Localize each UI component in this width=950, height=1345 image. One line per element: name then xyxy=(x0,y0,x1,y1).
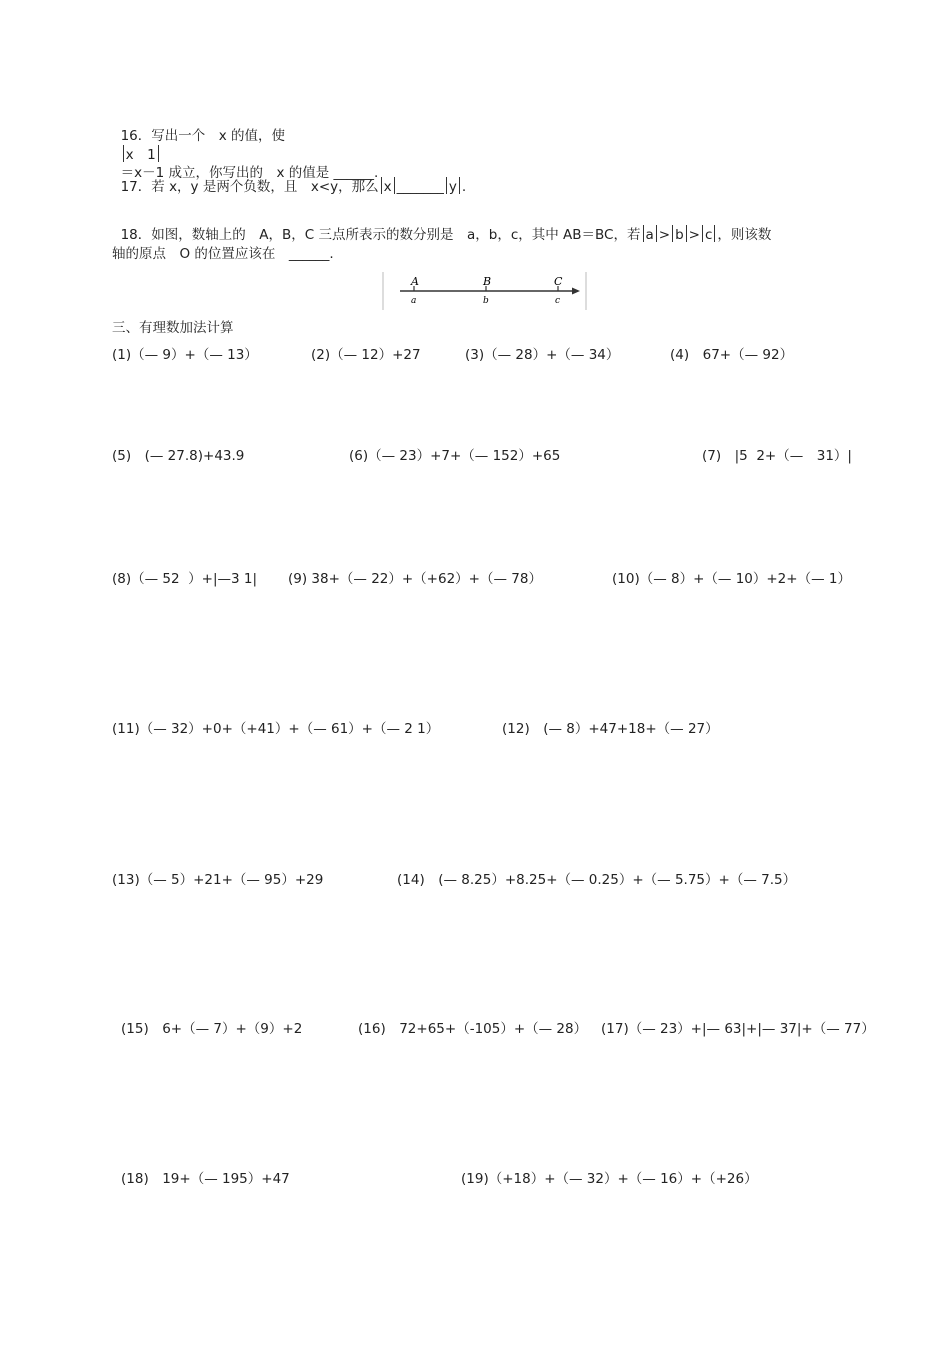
q18-b: b xyxy=(675,227,684,243)
problem-14: (14) (— 8.25）+8.25+（— 0.25）+（— 5.75）+（— 7.5） xyxy=(397,872,797,888)
q17-text-a: 17．若 x，y 是两个负数，且 x<y，那么 xyxy=(120,179,379,195)
q18-a: a xyxy=(645,227,654,243)
problem-5: (5) (— 27.8)+43.9 xyxy=(112,448,245,464)
problem-12: (12) (— 8）+47+18+（— 27） xyxy=(502,721,719,737)
q17-period: . xyxy=(461,179,467,195)
point-label-a: A xyxy=(411,275,419,288)
q16-abs-content: x 1 xyxy=(125,147,156,163)
q18-text-g: ，则该数 xyxy=(717,227,772,243)
problem-8: (8)（— 52 ）+|—3 1| xyxy=(112,571,258,587)
problem-1: (1)（— 9）+（— 13） xyxy=(112,347,258,363)
problem-4: (4) 67+（— 92） xyxy=(670,347,794,363)
q17-x: x xyxy=(383,179,392,195)
point-label-c: C xyxy=(554,275,563,288)
q16-text-a: 16．写出一个 x 的值，使 xyxy=(120,128,286,144)
q18-gt2: > xyxy=(688,227,700,243)
abs-bar xyxy=(672,225,673,242)
abs-bar xyxy=(394,177,395,194)
question-18-line2: 轴的原点 O 的位置应该在 ______. xyxy=(112,246,334,262)
problem-9: (9) 38+（— 22）+（+62）+（— 78） xyxy=(288,571,542,587)
question-18 xyxy=(112,207,771,244)
value-label-b: b xyxy=(483,296,489,306)
problem-2: (2)（— 12）+27 xyxy=(311,347,421,363)
abs-bar xyxy=(656,225,657,242)
abs-bar xyxy=(686,225,687,242)
problem-3: (3)（— 28）+（— 34） xyxy=(465,347,620,363)
abs-bar xyxy=(446,177,447,194)
q18-text-a: 18．如图，数轴上的 A，B，C 三点所表示的数分别是 a，b，c，其中 AB＝BC，若 xyxy=(120,227,641,243)
point-label-b: B xyxy=(483,275,492,288)
abs-bar xyxy=(459,177,460,194)
problem-18: (18) 19+（— 195）+47 xyxy=(121,1171,290,1187)
problem-6: (6)（— 23）+7+（— 152）+65 xyxy=(349,448,561,464)
q18-c: c xyxy=(704,227,713,243)
problem-13: (13)（— 5）+21+（— 95）+29 xyxy=(112,872,324,888)
q17-blank: _______ xyxy=(396,179,444,195)
problem-7: (7) |5 2+（— 31）| xyxy=(702,448,852,464)
section-title: 三、有理数加法计算 xyxy=(112,320,234,336)
number-line-figure xyxy=(382,270,587,312)
axis-arrow-icon xyxy=(572,288,580,295)
problem-15: (15) 6+（— 7）+（9）+2 xyxy=(121,1021,303,1037)
value-label-c: c xyxy=(555,296,561,306)
q18-gt1: > xyxy=(658,227,671,243)
problem-19: (19)（+18）+（— 32）+（— 16）+（+26） xyxy=(461,1171,758,1187)
question-17 xyxy=(112,159,466,196)
number-line-svg xyxy=(382,270,587,312)
abs-bar xyxy=(702,225,703,242)
problem-10: (10)（— 8）+（— 10）+2+（— 1） xyxy=(612,571,851,587)
problem-16: (16) 72+65+（-105）+（— 28） xyxy=(358,1021,588,1037)
abs-bar xyxy=(643,225,644,242)
problem-11: (11)（— 32）+0+（+41）+（— 61）+（— 2 1） xyxy=(112,721,440,737)
problem-17: (17)（— 23）+|— 63|+|— 37|+（— 77） xyxy=(601,1021,875,1037)
abs-bar xyxy=(714,225,715,242)
q16-text-c: ＝x－1 成立，你写出的 x 的值是 ______. xyxy=(120,165,379,181)
q17-y: y xyxy=(448,179,457,195)
value-label-a: a xyxy=(411,296,417,306)
abs-bar xyxy=(381,177,382,194)
